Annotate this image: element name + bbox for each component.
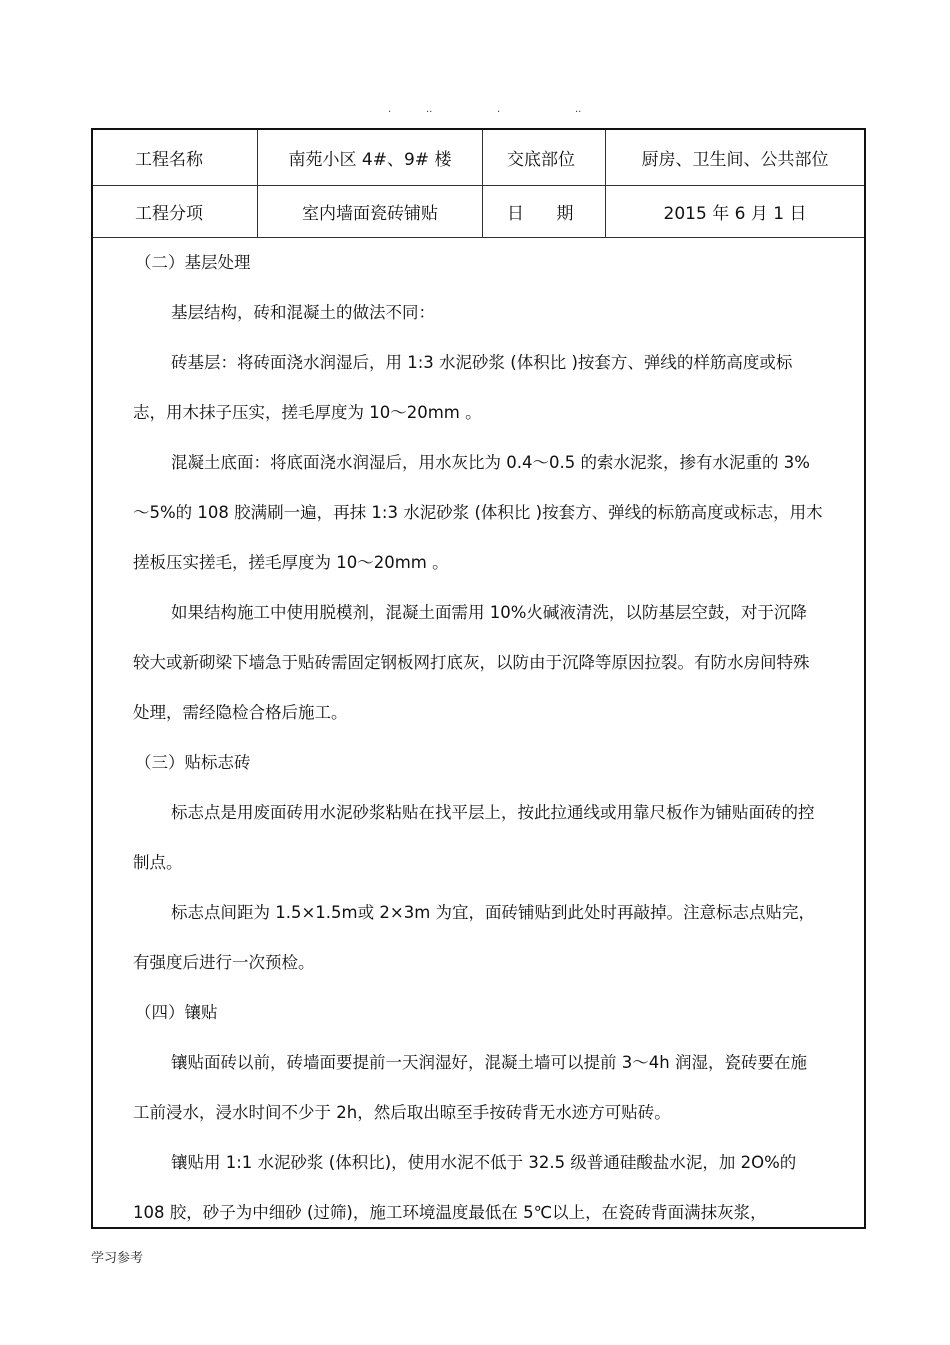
paragraph: 镶贴用 1:1 水泥砂浆 (体积比)，使用水泥不低于 32.5 级普通硅酸盐水泥，加 2O%的 108 胶，砂子为中细砂 (过筛)，施工环境温度最低在 5℃以上，在瓷砖背面满抹灰浆， (133, 1153, 797, 1222)
project-name-label: 工程名称 (93, 130, 258, 185)
top-marks (380, 104, 600, 118)
paragraph: 砖基层：将砖面浇水润湿后，用 1:3 水泥砂浆 (体积比 )按套方、弹线的样筋高度或标志，用木抹子压实，搓毛厚度为 10～20mm 。 (133, 353, 793, 422)
paragraph: 标志点是用废面砖用水泥砂浆粘贴在找平层上，按此拉通线或用靠尺板作为铺贴面砖的控制点。 (133, 803, 815, 872)
date-label: 日 期 (483, 186, 606, 237)
paragraph: 镶贴面砖以前，砖墙面要提前一天润湿好，混凝土墙可以提前 3～4h 润湿，瓷砖要在施工前浸水，浸水时间不少于 2h，然后取出晾至手按砖背无水迹方可贴砖。 (133, 1053, 807, 1122)
paragraph: 如果结构施工中使用脱模剂，混凝土面需用 10%火碱液清洗，以防基层空鼓，对于沉降较大或新砌梁下墙急于贴砖需固定钢板网打底灰，以防由于沉降等原因拉裂。有防水房间特殊处理，需经隐检合格后施工。 (133, 603, 810, 722)
paragraph: 标志点间距为 1.5×1.5m或 2×3m 为宜，面砖铺贴到此处时再敲掉。注意标志点贴完，有强度后进行一次预检。 (133, 903, 816, 972)
paragraph: 混凝土底面：将底面浇水润湿后，用水灰比为 0.4～0.5 的索水泥浆，掺有水泥重的 3%～5%的 108 胶满刷一遍，再抹 1:3 水泥砂浆 (体积比 )按套方、弹线的标筋高度或标志，用木搓板压实搓毛，搓毛厚度为 10～20mm 。 (133, 453, 823, 572)
project-name-value: 南苑小区 4#、9# 楼 (258, 130, 483, 185)
paragraph: 基层结构，砖和混凝土的做法不同： (171, 303, 435, 322)
project-item-value: 室内墙面瓷砖铺贴 (258, 186, 483, 237)
date-value: 2015 年 6 月 1 日 (663, 204, 807, 224)
top-mark: .. (426, 104, 433, 115)
top-mark: . (388, 104, 392, 115)
section-title-base-treatment: （二）基层处理 (135, 253, 251, 272)
project-item-label: 工程分项 (93, 186, 258, 237)
disclosure-content (133, 238, 823, 1238)
disclosure-sheet (91, 128, 866, 1229)
header-row-project (93, 130, 864, 186)
disclosure-location-label: 交底部位 (483, 130, 606, 185)
top-mark: . (497, 104, 501, 115)
disclosure-location-value: 厨房、卫生间、公共部位 (641, 150, 829, 170)
header-row-item (93, 186, 864, 238)
section-title-tiling: （四）镶贴 (135, 1003, 218, 1022)
top-mark: .. (575, 104, 582, 115)
page-footer: 学习参考 (91, 1251, 144, 1266)
section-title-marker-tiles: （三）贴标志砖 (135, 753, 251, 772)
